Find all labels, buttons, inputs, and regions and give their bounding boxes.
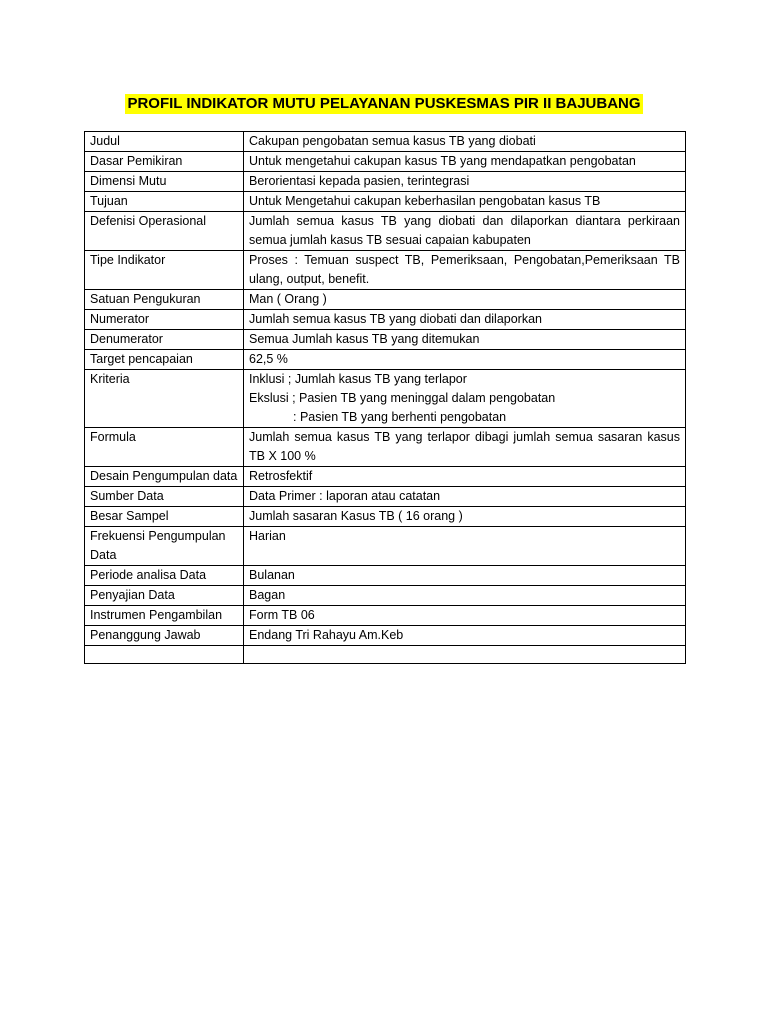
- table-row-target-pencapaian: [85, 350, 686, 370]
- row-label: Sumber Data: [85, 487, 244, 507]
- row-label: Denumerator: [85, 330, 244, 350]
- row-label: Besar Sampel: [85, 507, 244, 527]
- table-row-empty: [85, 646, 686, 664]
- table-row-desain-pengumpulan-data: [85, 467, 686, 487]
- row-value: Untuk mengetahui cakupan kasus TB yang mendapatkan pengobatan: [244, 152, 686, 172]
- row-value: Jumlah semua kasus TB yang terlapor dibagi jumlah semua sasaran kasus TB X 100 %: [244, 428, 686, 467]
- row-value: Jumlah semua kasus TB yang diobati dan dilaporkan diantara perkiraan semua jumlah kasus TB sesuai capaian kabupaten: [244, 212, 686, 251]
- row-value: 62,5 %: [244, 350, 686, 370]
- row-value: Berorientasi kepada pasien, terintegrasi: [244, 172, 686, 192]
- row-label: Formula: [85, 428, 244, 467]
- row-value: Form TB 06: [244, 606, 686, 626]
- table-row-tipe-indikator: [85, 251, 686, 290]
- row-label: Tujuan: [85, 192, 244, 212]
- table-row-sumber-data: [85, 487, 686, 507]
- row-value: Bagan: [244, 586, 686, 606]
- row-label: Dasar Pemikiran: [85, 152, 244, 172]
- kriteria-inklusi: Inklusi ; Jumlah kasus TB yang terlapor: [249, 372, 467, 386]
- row-label: Periode analisa Data: [85, 566, 244, 586]
- row-value: Data Primer : laporan atau catatan: [244, 487, 686, 507]
- row-label: Instrumen Pengambilan: [85, 606, 244, 626]
- document-title: PROFIL INDIKATOR MUTU PELAYANAN PUSKESMAS PIR II BAJUBANG: [127, 95, 641, 112]
- row-value: Man ( Orang ): [244, 290, 686, 310]
- kriteria-ekslusi-cont: : Pasien TB yang berhenti pengobatan: [293, 410, 507, 424]
- table-row-frekuensi-pengumpulan-data: [85, 527, 686, 566]
- row-value: Endang Tri Rahayu Am.Keb: [244, 626, 686, 646]
- table-row-defenisi-operasional: [85, 212, 686, 251]
- row-value: Proses : Temuan suspect TB, Pemeriksaan, Pengobatan,Pemeriksaan TB ulang, output, benefit.: [244, 251, 686, 290]
- row-label: Satuan Pengukuran: [85, 290, 244, 310]
- kriteria-ekslusi: Ekslusi ; Pasien TB yang meninggal dalam pengobatan: [249, 391, 556, 405]
- row-label: Tipe Indikator: [85, 251, 244, 290]
- table-row-satuan-pengukuran: [85, 290, 686, 310]
- empty-cell: [85, 646, 244, 664]
- table-row-denumerator: [85, 330, 686, 350]
- table-row-penyajian-data: [85, 586, 686, 606]
- table-row-dimensi-mutu: [85, 172, 686, 192]
- row-label: Penyajian Data: [85, 586, 244, 606]
- table-row-besar-sampel: [85, 507, 686, 527]
- row-label: Desain Pengumpulan data: [85, 467, 244, 487]
- empty-cell: [244, 646, 686, 664]
- row-label: Dimensi Mutu: [85, 172, 244, 192]
- row-value: Retrosfektif: [244, 467, 686, 487]
- row-value: Harian: [244, 527, 686, 566]
- table-row-formula: [85, 428, 686, 467]
- row-value: Semua Jumlah kasus TB yang ditemukan: [244, 330, 686, 350]
- row-label: Judul: [85, 132, 244, 152]
- table-row-kriteria: [85, 370, 686, 428]
- row-value: Jumlah semua kasus TB yang diobati dan dilaporkan: [244, 310, 686, 330]
- title-wrap: [0, 94, 768, 114]
- table-row-dasar-pemikiran: [85, 152, 686, 172]
- table-row-tujuan: [85, 192, 686, 212]
- row-label: Defenisi Operasional: [85, 212, 244, 251]
- row-value: Untuk Mengetahui cakupan keberhasilan pengobatan kasus TB: [244, 192, 686, 212]
- table-row-periode-analisa-data: [85, 566, 686, 586]
- row-label: Frekuensi Pengumpulan Data: [85, 527, 244, 566]
- table-row-numerator: [85, 310, 686, 330]
- table-row-penanggung-jawab: [85, 626, 686, 646]
- row-value: Bulanan: [244, 566, 686, 586]
- row-label: Kriteria: [85, 370, 244, 428]
- row-label: Target pencapaian: [85, 350, 244, 370]
- row-value: Jumlah sasaran Kasus TB ( 16 orang ): [244, 507, 686, 527]
- row-value-kriteria: [244, 370, 686, 428]
- table-row-instrumen-pengambilan: [85, 606, 686, 626]
- row-label: Numerator: [85, 310, 244, 330]
- profile-table: [84, 131, 686, 664]
- row-label: Penanggung Jawab: [85, 626, 244, 646]
- table-row-judul: [85, 132, 686, 152]
- row-value: Cakupan pengobatan semua kasus TB yang diobati: [244, 132, 686, 152]
